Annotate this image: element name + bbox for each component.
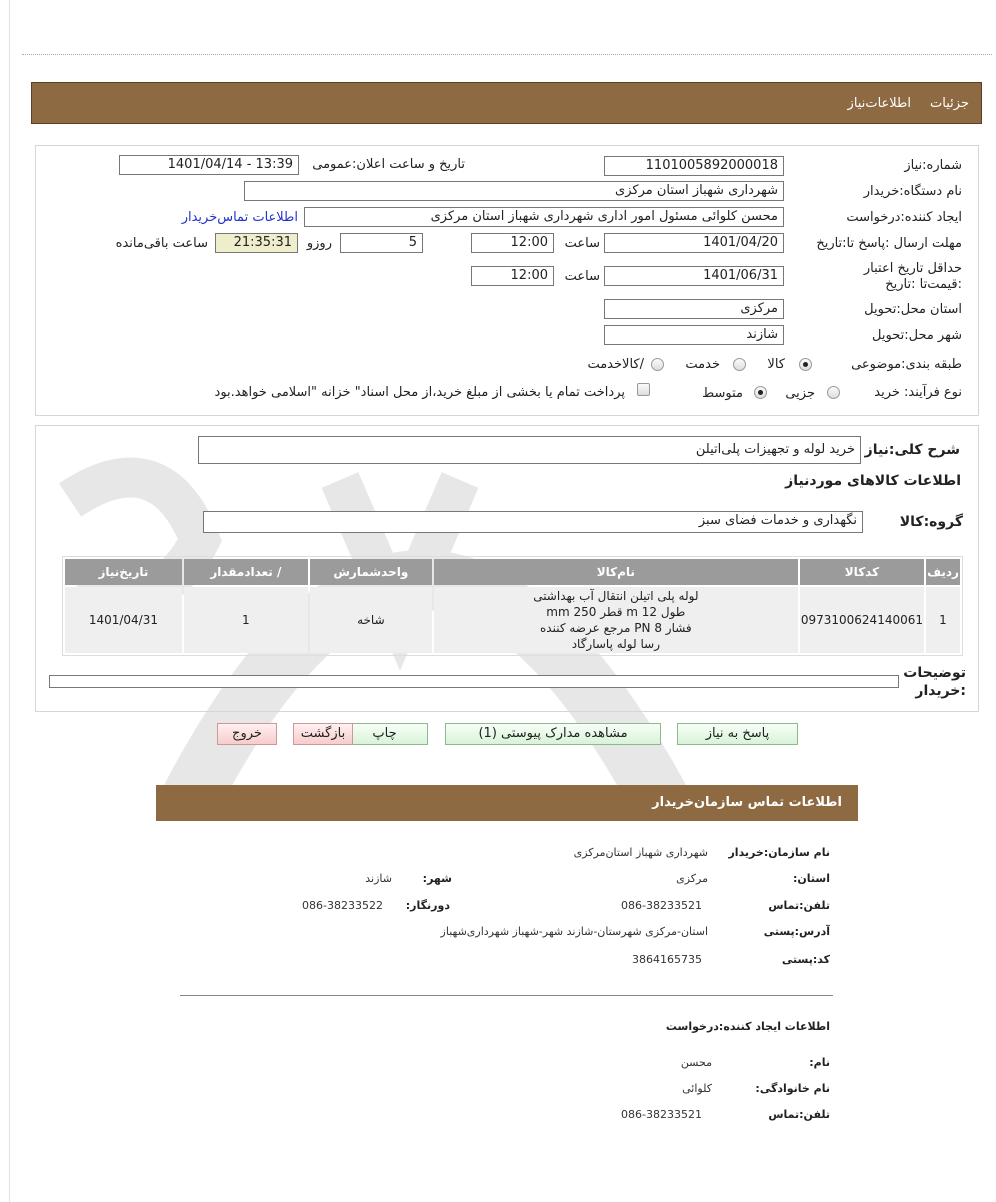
treasury-payment-checkbox[interactable] — [637, 383, 650, 396]
fax-label: دورنگار: — [405, 899, 450, 912]
goods-group-label: گروه:کالا — [899, 514, 963, 530]
contact-divider — [180, 995, 833, 996]
left-border-line — [9, 0, 10, 1202]
remaining-label: ساعت باقی‌مانده — [115, 236, 208, 251]
print-button[interactable]: چاپ — [341, 723, 428, 745]
exit-button[interactable]: خروج — [217, 723, 277, 745]
requester-label: ایجاد کننده:درخواست — [846, 210, 962, 225]
creator-phone-label: تلفن:تماس — [768, 1108, 830, 1121]
org-name-label: نام سازمان:خریدار — [728, 846, 830, 859]
category-service-radio[interactable] — [733, 358, 746, 371]
back-button[interactable]: بازگشت — [293, 723, 353, 745]
buyer-contact-link[interactable]: اطلاعات تماس‌خریدار — [181, 210, 298, 225]
contact-province-label: استان: — [793, 872, 830, 885]
creator-name-label: نام: — [809, 1056, 830, 1069]
buyer-notes-field — [49, 675, 899, 688]
validity-label: حداقل تاریخ اعتبار :قیمت‌تا :تاریخ — [863, 261, 962, 292]
contact-city-value: شازند — [365, 872, 392, 885]
description-label: شرح کلی:نیاز — [864, 442, 960, 458]
item-name-line: طول 12 m قطر 250 mm — [546, 605, 686, 619]
tab-need-info[interactable]: اطلاعات‌نیاز — [847, 96, 911, 111]
category-goods-label: کالا — [767, 357, 785, 372]
address-value: استان-مرکزی شهرستان-شازند شهر-شهباز شهرداری‌شهباز — [440, 925, 708, 938]
contact-section-title: اطلاعات تماس سازمان‌خریدار — [652, 795, 842, 810]
requester-field: محسن کلوائی مسئول امور اداری شهرداری شهباز استان مرکزی — [304, 207, 784, 227]
creator-name-value: محسن — [680, 1056, 712, 1069]
deadline-label: مهلت ارسال :پاسخ تا:تاریخ — [816, 236, 962, 251]
days-field: 5 — [340, 233, 423, 253]
cell-date: 1401/04/31 — [65, 587, 182, 653]
creator-phone-value: 086-38233521 — [621, 1108, 702, 1121]
deadline-time-field: 12:00 — [471, 233, 554, 253]
col-qty: / تعدادمقدار — [184, 559, 308, 585]
postal-code-label: کد:پستی — [781, 953, 830, 966]
need-number-field: 1101005892000018 — [604, 156, 784, 176]
top-divider — [22, 54, 992, 55]
category-goods-service-label: /کالاخدمت — [587, 357, 644, 372]
treasury-payment-note: پرداخت تمام یا بخشی از مبلغ خرید،از محل اسناد" خزانه "اسلامی خواهد.بود — [214, 385, 625, 400]
category-label: طبقه بندی:موضوعی — [851, 357, 962, 372]
deadline-time-label: ساعت — [564, 236, 600, 251]
process-label: نوع فرآیند: خرید — [874, 385, 962, 400]
col-row: ردیف — [926, 559, 960, 585]
creator-family-label: نام خانوادگی: — [755, 1082, 830, 1095]
creator-info-title: اطلاعات ایجاد کننده:درخواست — [665, 1020, 830, 1033]
description-field: خرید لوله و تجهیزات پلی‌اتیلن — [198, 436, 861, 464]
province-field: مرکزی — [604, 299, 784, 319]
contact-city-label: شهر: — [422, 872, 452, 885]
reply-button[interactable]: پاسخ به نیاز — [677, 723, 798, 745]
table-row — [65, 587, 960, 653]
item-name-line: رسا لوله پاسارگاد — [571, 637, 660, 651]
province-label: استان محل:تحویل — [864, 302, 962, 317]
col-code: کدکالا — [800, 559, 924, 585]
validity-time-label: ساعت — [564, 269, 600, 284]
process-partial-radio[interactable] — [827, 386, 840, 399]
cell-unit: شاخه — [310, 587, 432, 653]
validity-time-field: 12:00 — [471, 266, 554, 286]
items-table — [62, 556, 963, 656]
phone-value: 086-38233521 — [621, 899, 702, 912]
process-medium-label: متوسط — [702, 386, 743, 401]
contact-province-value: مرکزی — [676, 872, 708, 885]
category-goods-radio[interactable] — [799, 358, 812, 371]
buyer-org-label: نام دستگاه:خریدار — [863, 184, 962, 199]
postal-code-value: 3864165735 — [632, 953, 702, 966]
days-label: روزو — [306, 236, 332, 251]
view-attachments-button[interactable]: مشاهده مدارک پیوستی (1) — [445, 723, 661, 745]
required-items-title: اطلاعات کالاهای موردنیاز — [785, 473, 961, 489]
deadline-date-field: 1401/04/20 — [604, 233, 784, 253]
tab-details[interactable]: جزئیات — [930, 96, 969, 111]
col-unit: واحدشمارش — [310, 559, 432, 585]
cell-code: 0973100624140061 — [800, 587, 924, 653]
goods-group-field: نگهداری و خدمات فضای سبز — [203, 511, 863, 533]
item-name-line: لوله پلی اتیلن انتقال آب بهداشتی — [533, 589, 699, 603]
announce-date-field: 1401/04/14 - 13:39 — [119, 155, 299, 175]
items-table-header — [65, 559, 960, 585]
org-name-value: شهرداری شهباز استان‌مرکزی — [573, 846, 708, 859]
remaining-time-field: 21:35:31 — [215, 233, 298, 253]
category-service-label: خدمت — [685, 357, 720, 372]
buyer-org-field: شهرداری شهباز استان مرکزی — [244, 181, 784, 201]
city-field: شازند — [604, 325, 784, 345]
col-name: نام‌کالا — [434, 559, 798, 585]
need-number-label: شماره:نیاز — [904, 158, 962, 173]
cell-name — [434, 587, 798, 653]
city-label: شهر محل:تحویل — [872, 328, 962, 343]
creator-family-value: کلوائی — [682, 1082, 712, 1095]
validity-date-field: 1401/06/31 — [604, 266, 784, 286]
item-name-line: فشار 8 PN مرجع عرضه کننده — [540, 621, 692, 635]
col-date: تاریخ‌نیاز — [65, 559, 182, 585]
fax-value: 086-38233522 — [302, 899, 383, 912]
page-header — [31, 82, 982, 124]
announce-label: تاریخ و ساعت اعلان:عمومی — [312, 157, 465, 172]
phone-label: تلفن:تماس — [768, 899, 830, 912]
cell-qty: 1 — [184, 587, 308, 653]
process-partial-label: جزیی — [785, 386, 815, 401]
contact-section-header — [156, 785, 858, 821]
buyer-notes-label: توضیحات :خریدار — [903, 665, 966, 699]
category-goods-service-radio[interactable] — [651, 358, 664, 371]
process-medium-radio[interactable] — [754, 386, 767, 399]
address-label: آدرس:پستی — [763, 925, 830, 938]
cell-row: 1 — [926, 587, 960, 653]
